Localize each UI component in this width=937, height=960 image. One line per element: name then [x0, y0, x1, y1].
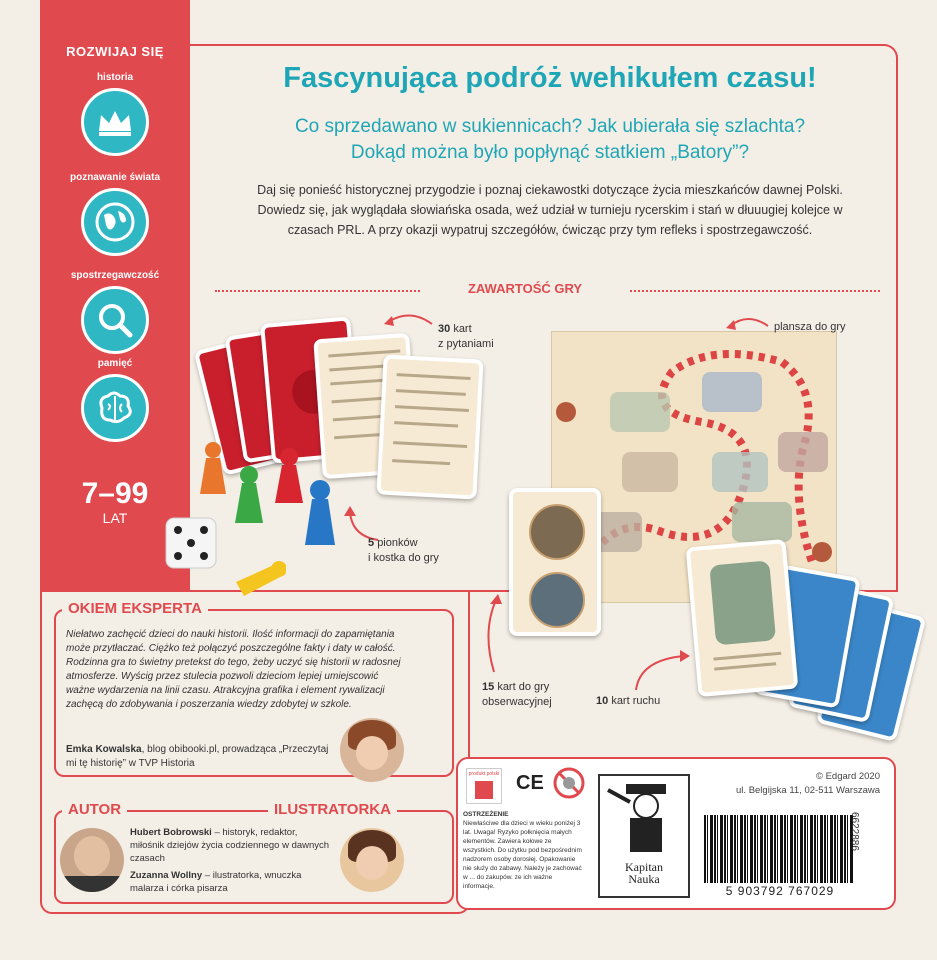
yellow-pawn — [232, 556, 286, 600]
magnifier-icon — [81, 286, 149, 354]
made-in-poland-badge — [466, 768, 502, 804]
barcode-number: 5 903792 767029 — [725, 884, 835, 898]
author-desc: – historyk, redaktor, miłośnik dziejów życia codziennego w dawnych czasach — [130, 827, 330, 864]
skill-perception — [70, 270, 160, 356]
expert-role: , blog obibooki.pl, prowadząca „Przeczytaj mi tę historię” w TVP Historia — [66, 744, 329, 769]
divider-left — [215, 290, 420, 292]
blue-pawn — [302, 479, 338, 549]
caption-text: i kostka do gry — [368, 552, 439, 564]
dice-icon — [160, 512, 224, 574]
caption-count: 10 — [596, 695, 609, 707]
made-in-label: produkt polski — [468, 771, 500, 777]
arrow-icon — [630, 642, 692, 694]
caption-text: kart ruchu — [611, 695, 661, 707]
red-pawn — [272, 447, 306, 507]
caption-move-cards — [596, 694, 660, 709]
illustrator-name: Zuzanna Wollny — [130, 870, 203, 881]
move-card-front — [686, 539, 799, 697]
expert-text: Niełatwo zachęcić dzieci do nauki historii. Ilość informacji do zapamiętania może przytłaczać. Ciężko też połączyć poszczególne fakty i daty w całość. Rodzinna gra to świetny pretekst do tego, żeby uczyć się historii w radosnej atmosferze. Wyścig przez stulecia pozwoli dzieciom lepiej umiejscowić ważne wydarzenia na linii czasu. Atrakcyjna grafika i element rywalizacji zachęcą do zdobywania i poszerzania wiedzy zdobytej w szkole. — [66, 629, 401, 710]
author-entry — [130, 826, 330, 865]
headline: Fascynująca podróż wehikułem czasu! — [283, 62, 817, 94]
warning-text — [463, 810, 583, 891]
subhead — [210, 114, 890, 166]
caption-pawns — [368, 536, 439, 566]
skill-label: spostrzegawczość — [70, 270, 160, 281]
brand-logo — [598, 774, 690, 898]
skill-memory — [75, 358, 155, 444]
brand-line: Nauka — [628, 872, 660, 886]
arrow-icon — [380, 306, 436, 330]
illustrator-desc: – ilustratorka, wnuczka malarza i córka pisarza — [130, 870, 302, 894]
globe-icon — [81, 188, 149, 256]
contents-title: ZAWARTOŚĆ GRY — [467, 281, 583, 296]
skill-history — [75, 72, 155, 158]
copyright-line: © Edgard 2020 — [815, 771, 880, 782]
brand-name — [600, 861, 688, 885]
caption-count: 5 — [368, 537, 375, 549]
subhead-line-1: Co sprzedawano w sukiennicach? Jak ubierała się szlachta? — [294, 116, 806, 137]
age-warning-icon — [552, 766, 586, 800]
brain-icon — [81, 374, 149, 442]
product-code: 6622886 — [849, 812, 860, 851]
crown-icon — [81, 88, 149, 156]
arrow-icon — [722, 308, 770, 332]
skill-label: poznawanie świata — [69, 172, 161, 183]
brand-line: Kapitan — [625, 860, 663, 874]
expert-name: Emka Kowalska — [66, 744, 142, 755]
observation-card — [509, 488, 601, 636]
expert-tab: OKIEM EKSPERTA — [62, 600, 208, 617]
caption-text: kart do gry — [497, 681, 550, 693]
caption-question-cards — [438, 322, 494, 352]
arrow-icon — [480, 592, 504, 676]
subhead-line-2: Dokąd można było popłynąć statkiem „Batory”? — [350, 142, 750, 163]
caption-text: z pytaniami — [438, 338, 494, 350]
expert-signature — [66, 743, 336, 771]
caption-text: kart — [453, 323, 472, 335]
caption-observation-cards — [482, 680, 552, 710]
description: Daj się ponieść historycznej przygodzie i poznaj ciekawostki dotyczące życia mieszkańców dawnej Polski. Dowiedz się, jak wyglądała słowiańska osada, weź udział w turnieju rycerskim i stań w dłuuugiej kolejce w czasach PRL. A przy okazji wypatruj szczegółów, ćwicząc przy tym refleks i spostrzegawczość. — [257, 183, 843, 237]
question-card-front — [376, 354, 483, 499]
skill-label: pamięć — [97, 358, 133, 369]
caption-board: plansza do gry — [774, 321, 846, 333]
age-number: 7–99 — [81, 477, 149, 510]
age-unit: LAT — [102, 510, 128, 526]
skill-label: historia — [96, 72, 134, 83]
skill-world — [69, 172, 161, 258]
ce-mark: CE — [516, 772, 544, 794]
warning-body: Niewłaściwe dla dzieci w wieku poniżej 3 lat. Uwaga! Ryzyko połknięcia małych elementów. Zawiera kołowe ze wszystkich. Do użytku pod bezpośrednim nadzorem osoby dorosłej. Opakowanie nie służy do zabawy. Należy je zachować w ... do zakupów. ze ich ważne informacje. — [463, 820, 582, 890]
author-avatar — [60, 828, 124, 892]
orange-pawn — [196, 440, 230, 498]
caption-text: pionków — [377, 537, 418, 549]
captain-icon — [600, 776, 688, 856]
author-tab: AUTOR — [62, 801, 127, 818]
expert-avatar — [340, 718, 404, 782]
caption-count: 30 — [438, 323, 451, 335]
illustrator-tab: ILUSTRATORKA — [268, 801, 397, 818]
caption-text: obserwacyjnej — [482, 696, 552, 708]
address-line: ul. Belgijska 11, 02-511 Warszawa — [736, 785, 880, 796]
author-text — [130, 826, 330, 895]
green-pawn — [232, 465, 266, 527]
barcode — [704, 815, 854, 883]
caption-count: 15 — [482, 681, 495, 693]
author-name: Hubert Bobrowski — [130, 827, 212, 838]
warning-title: OSTRZEŻENIE — [463, 811, 509, 818]
divider-right — [630, 290, 880, 292]
copyright — [710, 770, 880, 798]
sidebar-title: ROZWIJAJ SIĘ — [66, 44, 164, 59]
illustrator-entry — [130, 869, 330, 895]
illustrator-avatar — [340, 828, 404, 892]
